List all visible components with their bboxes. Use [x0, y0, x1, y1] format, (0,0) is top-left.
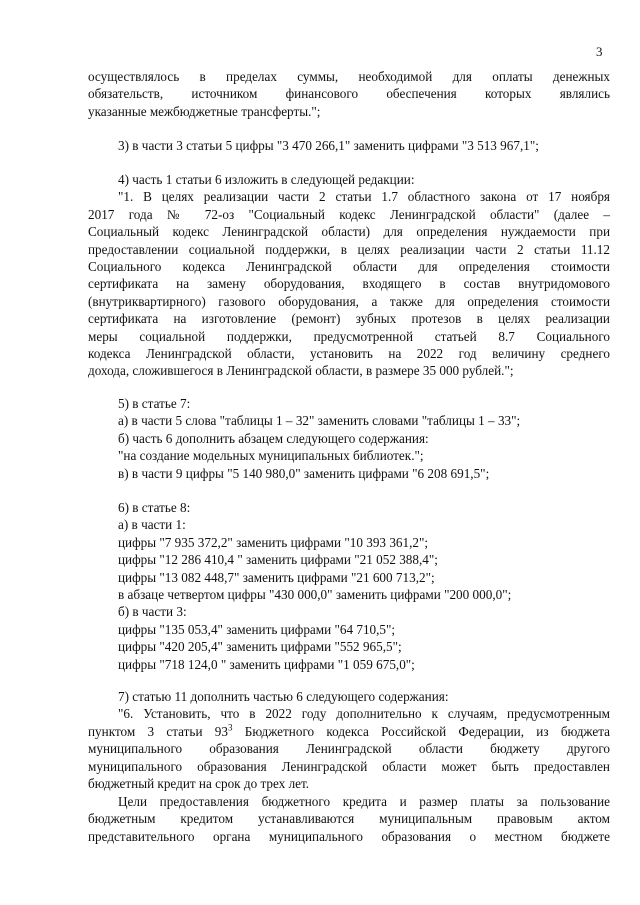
text-line: "на создание модельных муниципальных библиотек.";: [118, 448, 424, 464]
text-line: 6) в статье 8:: [118, 500, 191, 515]
text-line: б) часть 6 дополнить абзацем следующего содержания:: [118, 430, 429, 446]
text-fragment: Бюджетного кодекса Российской Федерации, из бюджета: [232, 723, 610, 739]
text-line: цифры "420 205,4" заменить цифрами "552 965,5";: [118, 639, 402, 655]
text-line: "1. В целях реализации части 2 статьи 1.7 областного закона от 17 ноября: [118, 189, 610, 205]
text-line: 3) в части 3 статьи 5 цифры "3 470 266,1" заменить цифрами "3 513 967,1";: [118, 138, 539, 153]
text-line: дохода, сложившегося в Ленинградской области, в размере 35 000 рублей.";: [88, 363, 514, 379]
page-number: 3: [596, 44, 603, 59]
text-line: цифры "7 935 372,2" заменить цифрами "10 393 361,2";: [118, 534, 429, 550]
text-line: сертификата на замену оборудования, входящего в состав внутридомового: [88, 276, 610, 292]
item-7-intro: 7) статью 11 дополнить частью 6 следующего содержания:: [118, 689, 449, 704]
text-line: осуществлялось в пределах суммы, необходимой для оплаты денежных: [88, 69, 610, 84]
item-5: [88, 395, 610, 482]
paragraph-continuation: [88, 68, 610, 120]
text-line: указанные межбюджетные трансферты.";: [88, 103, 321, 119]
text-line: в) в части 9 цифры "5 140 980,0" заменить цифрами "6 208 691,5";: [118, 465, 490, 481]
text-line: Цели предоставления бюджетного кредита и размер платы за пользование: [118, 794, 610, 809]
text-line: муниципального образования Ленинградской области бюджету другого: [88, 741, 610, 757]
text-line: обязательств, источником финансового обеспечения которых являлись: [88, 86, 610, 102]
text-line: в абзаце четвертом цифры "430 000,0" заменить цифрами "200 000,0";: [118, 587, 512, 603]
text-line: 2017 года № 72-оз "Социальный кодекс Ленинградской области" (далее –: [88, 206, 610, 222]
text-line: б) в части 3:: [118, 604, 187, 620]
text-line: а) в части 5 слова "таблицы 1 – 32" заменить словами "таблицы 1 – 33";: [118, 413, 521, 429]
item-4: [88, 171, 610, 380]
superscript: 3: [227, 722, 233, 733]
item-6: [88, 499, 610, 673]
paragraph-last: [88, 793, 610, 845]
text-line: сертификата на изготовление (ремонт) зубных протезов в целях реализации: [88, 311, 610, 327]
item-7: [88, 688, 610, 792]
text-line: Социального кодекса Ленинградской области для определения стоимости: [88, 259, 610, 275]
item-3: [88, 137, 610, 154]
text-line: муниципального образования Ленинградской области может быть предоставлен: [88, 758, 610, 774]
text-line: [88, 723, 610, 740]
text-fragment: пунктом 3 статьи 93: [88, 723, 228, 739]
text-line: предоставлении социальной поддержки, в целях реализации части 2 статьи 11.12: [88, 241, 610, 257]
text-line: меры социальной поддержки, предусмотренной статьей 8.7 Социального: [88, 328, 610, 344]
text-line: Социальный кодекс Ленинградской области) для определения нуждаемости при: [88, 224, 610, 240]
text-line: (внутриквартирного) газового оборудования, а также для определения стоимости: [88, 293, 610, 309]
text-line: а) в части 1:: [118, 517, 186, 533]
text-line: представительного органа муниципального образования о местном бюджете: [88, 828, 610, 844]
item-4-intro: 4) часть 1 статьи 6 изложить в следующей редакции:: [118, 172, 415, 187]
text-line: цифры "135 053,4" заменить цифрами "64 710,5";: [118, 621, 396, 637]
text-line: бюджетный кредит на срок до трех лет.: [88, 776, 310, 792]
text-line: цифры "718 124,0 " заменить цифрами "1 059 675,0";: [118, 656, 415, 672]
text-line: бюджетным кредитом устанавливаются муниципальным правовым актом: [88, 811, 610, 827]
text-line: 5) в статье 7:: [118, 396, 191, 411]
text-line: цифры "13 082 448,7" заменить цифрами "21 600 713,2";: [118, 569, 435, 585]
text-line: "6. Установить, что в 2022 году дополнительно к случаям, предусмотренным: [118, 706, 610, 722]
text-line: цифры "12 286 410,4 " заменить цифрами "21 052 388,4";: [118, 552, 438, 568]
text-line: кодекса Ленинградской области, установить на 2022 год величину среднего: [88, 346, 610, 362]
